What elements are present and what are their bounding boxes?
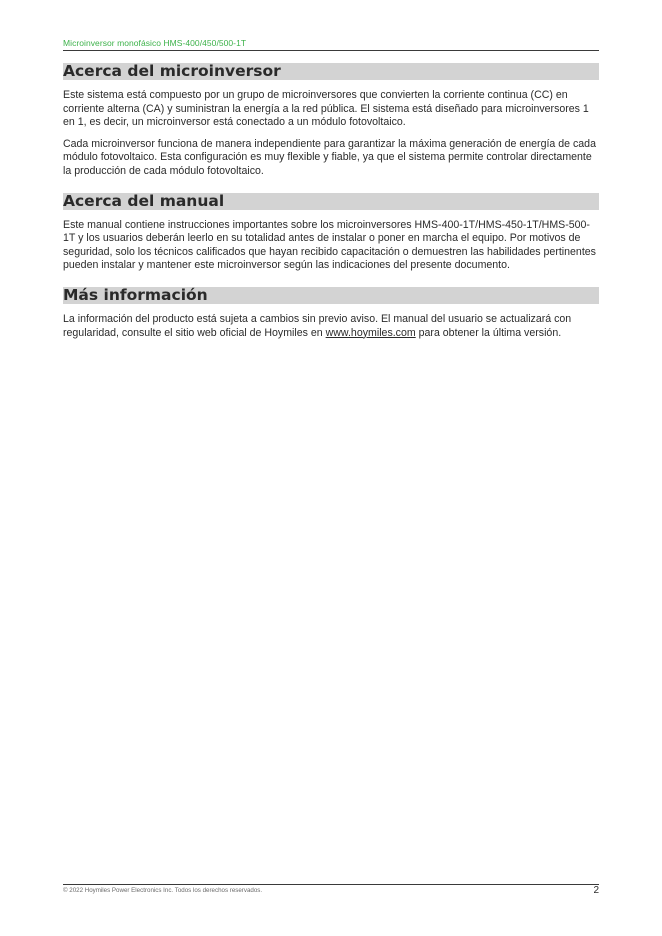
running-header: Microinversor monofásico HMS-400/450/500-1T — [63, 38, 247, 48]
section-heading: Acerca del microinversor — [63, 63, 599, 80]
section-about-manual — [63, 193, 599, 273]
paragraph: Cada microinversor funciona de manera independiente para garantizar la máxima generación de energía de cada módulo fotovoltaico. Esta configuración es muy flexible y fiable, ya que el sistema permite controlar directamente la producción de cada módulo fotovoltaico. — [63, 137, 596, 177]
hoymiles-website-link[interactable]: www.hoymiles.com — [325, 326, 416, 339]
page-content — [63, 63, 599, 354]
page-number: 2 — [593, 885, 599, 896]
footer-divider — [63, 884, 599, 885]
section-heading: Más información — [63, 287, 599, 304]
section-heading: Acerca del manual — [63, 193, 599, 210]
paragraph — [63, 313, 599, 340]
section-more-info — [63, 287, 599, 340]
document-page — [63, 0, 599, 936]
paragraph: Este manual contiene instrucciones importantes sobre los microinversores HMS-400-1T/HMS-450-1T/HMS-500-1T y los usuarios deberán leerlo en su totalidad antes de instalar o poner en marcha el equipo. Por motivos de seguridad, solo los técnicos calificados que hayan recibido capacitación o demuestren las habilidades pertinentes pueden instalar y mantener este microinversor según las indicaciones del presente documento. — [63, 218, 596, 272]
footer-copyright: © 2022 Hoymiles Power Electronics Inc. Todos los derechos reservados. — [63, 887, 263, 894]
paragraph-text: para obtener la última versión. — [415, 326, 562, 339]
paragraph-text: La información del producto está sujeta a cambios sin previo aviso. El manual del usuario se actualizará con regularidad, consulte el sitio web oficial de Hoymiles en — [63, 312, 572, 339]
paragraph: Este sistema está compuesto por un grupo de microinversores que convierten la corriente continua (CC) en corriente alterna (CA) y suministran la energía a la red pública. El sistema está diseñado para microinversores 1 en 1, es decir, un microinversor está conectado a un módulo fotovoltaico. — [63, 89, 589, 129]
header-divider — [63, 50, 599, 51]
section-about-microinverter — [63, 63, 599, 179]
